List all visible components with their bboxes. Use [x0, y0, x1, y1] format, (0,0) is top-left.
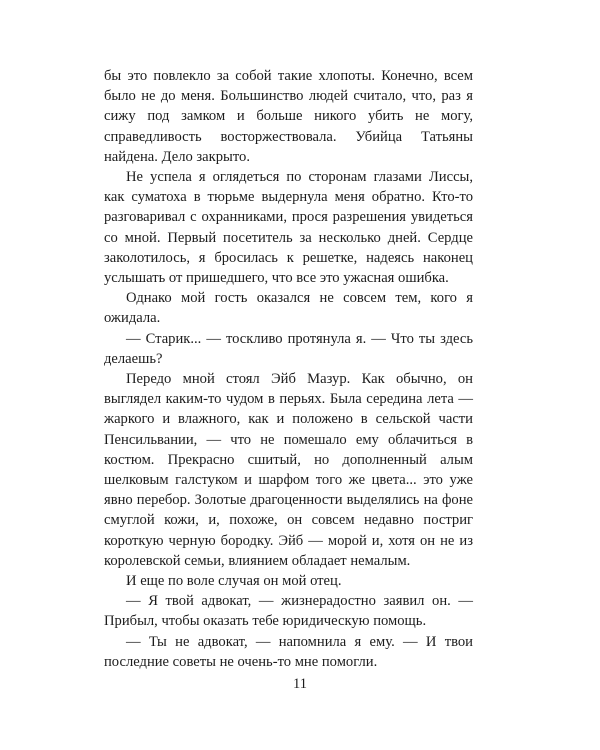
page-number: 11 — [293, 676, 307, 692]
paragraph-5: Передо мной стоял Эйб Мазур. Как обычно, он выглядел каким-то чудом в перьях. Была середина лета — жаркого и влажного, как и положено в сельской части Пенсильвании, — что не помешало ему облачиться в костюм. Прекрасно сшитый, но дополненный алым шелковым галстуком и шарфом того же цвета... это уже явно перебор. Золотые драгоценности выделялись на фоне смуглой кожи, и, похоже, он совсем недавно постриг короткую черную бородку. Эйб — морой и, хотя он не из королевской семьи, влиянием обладает немалым. — [104, 371, 473, 569]
paragraph-2: Не успела я оглядеться по сторонам глазами Лиссы, как суматоха в тюрьме выдернула меня обратно. Кто-то разговаривал с охранниками, прося разрешения увидеться со мной. Первый посетитель за несколько дней. Сердце заколотилось, я бросилась к решетке, надеясь наконец услышать от пришедшего, что все это ужасная ошибка. — [104, 169, 473, 287]
paragraph-3: Однако мой гость оказался не совсем тем, кого я ожидала. — [104, 290, 473, 327]
paragraph-6: И еще по воле случая он мой отец. — [126, 573, 342, 590]
paragraph-1: бы это повлекло за собой такие хлопоты. Конечно, всем было не до меня. Большинство людей считало, что, раз я сижу под замком и больше никого убить не могу, справедливость восторжествовала. Убийца Татьяны найдена. Дело закрыто. — [104, 68, 473, 165]
paragraph-8: — Ты не адвокат, — напомнила я ему. — И твои последние советы не очень-то мне помогли. — [104, 633, 473, 670]
paragraph-4: — Старик... — тоскливо протянула я. — Что ты здесь делаешь? — [104, 330, 473, 367]
paragraph-7: — Я твой адвокат, — жизнерадостно заявил он. — Прибыл, чтобы оказать тебе юридическую помощь. — [104, 593, 473, 630]
body-text — [104, 66, 473, 672]
